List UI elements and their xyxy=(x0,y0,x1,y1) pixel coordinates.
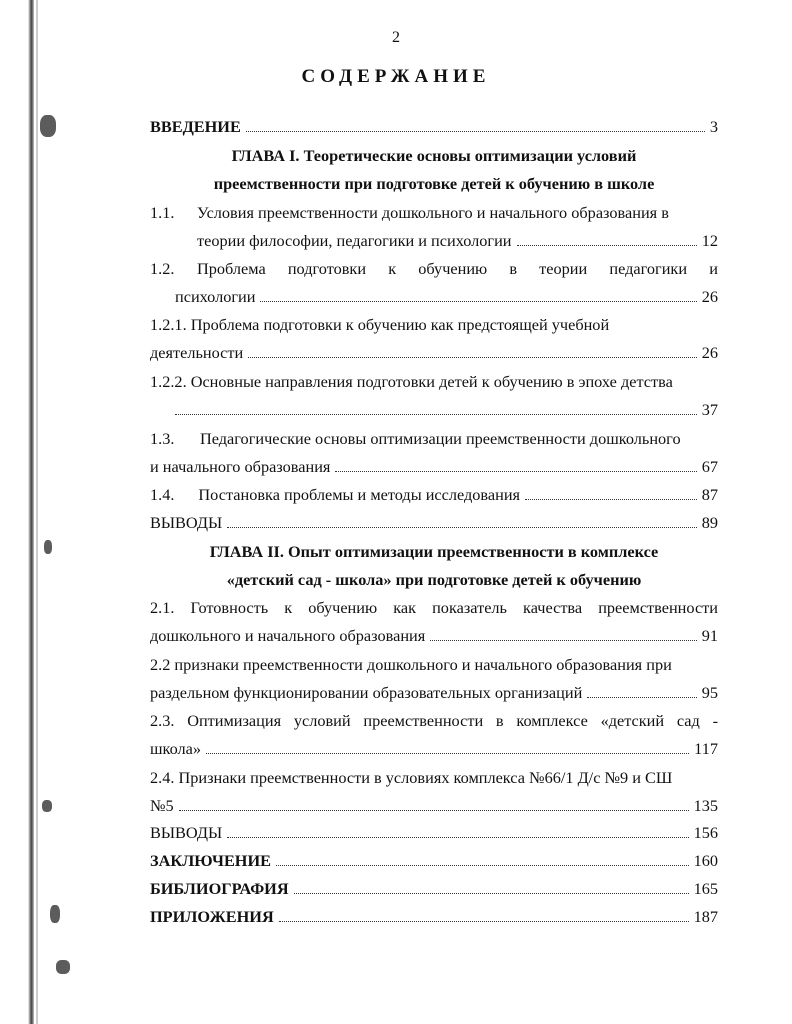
page-number: 2 xyxy=(392,29,400,46)
toc-entry-1-2-cont[interactable] xyxy=(175,287,718,307)
toc-label: Условия преемственности дошкольного и начального образования в xyxy=(197,203,669,222)
chapter2-heading-line1: ГЛАВА II. Опыт оптимизации преемственности в комплексе xyxy=(209,542,659,561)
scan-blot xyxy=(42,800,52,812)
toc-number: 1.1. xyxy=(150,203,175,222)
toc-page: 95 xyxy=(701,683,718,702)
toc-label: теории философии, педагогики и психологии xyxy=(197,231,512,250)
toc-label: БИБЛИОГРАФИЯ xyxy=(150,879,289,898)
toc-entry-2-1[interactable] xyxy=(150,598,718,618)
word: условий xyxy=(293,711,351,730)
toc-entry-2-2[interactable]: 2.2 признаки преемственности дошкольного и начального образования при xyxy=(150,655,672,674)
chapter1-heading-line1: ГЛАВА I. Теоретические основы оптимизации условий xyxy=(231,146,637,165)
word: педагогики xyxy=(609,259,688,278)
word: преемственности xyxy=(363,711,484,730)
leader-dots xyxy=(175,414,697,415)
word: и xyxy=(709,259,718,278)
chapter1-heading-line2: преемственности при подготовке детей к обучению в школе xyxy=(213,174,655,193)
word: комплексе xyxy=(516,711,588,730)
leader-dots xyxy=(248,357,697,358)
toc-entry-1-3-cont[interactable] xyxy=(150,457,718,477)
scan-blot xyxy=(56,960,70,974)
toc-label: психологии xyxy=(175,287,256,306)
toc-entry-1-3[interactable] xyxy=(150,429,718,449)
leader-dots xyxy=(294,893,689,894)
toc-label: дошкольного и начального образования xyxy=(150,626,426,645)
toc-page: 89 xyxy=(701,513,718,532)
toc-entry-2-3-cont[interactable] xyxy=(150,739,718,759)
word: качества xyxy=(523,598,583,617)
leader-dots xyxy=(227,837,688,838)
word: 2.1. xyxy=(150,598,175,617)
toc-entry-1-4[interactable] xyxy=(150,485,718,505)
chapter2-heading-line2: «детский сад - школа» при подготовке детей к обучению xyxy=(226,570,642,589)
toc-label: ВВЕДЕНИЕ xyxy=(150,117,241,136)
toc-entry-appendices[interactable] xyxy=(150,907,718,927)
toc-label: и начального образования xyxy=(150,457,331,476)
toc-entry-1-2-2-cont[interactable] xyxy=(175,400,718,420)
toc-label: №5 xyxy=(150,796,174,815)
word: «детский xyxy=(600,711,665,730)
leader-dots xyxy=(276,865,689,866)
word: сад xyxy=(676,711,700,730)
toc-entry-chapter1-conclusions[interactable] xyxy=(150,513,718,533)
word: обучению xyxy=(418,259,488,278)
toc-page: 37 xyxy=(701,400,718,419)
toc-label: Педагогические основы оптимизации преемственности дошкольного xyxy=(200,429,681,448)
leader-dots xyxy=(260,301,696,302)
toc-page: 12 xyxy=(701,231,718,250)
leader-dots xyxy=(206,753,689,754)
leader-dots xyxy=(587,697,696,698)
toc-entry-2-3[interactable] xyxy=(150,711,718,731)
toc-entry-1-2[interactable] xyxy=(150,259,718,279)
toc-page: 26 xyxy=(701,287,718,306)
toc-entry-2-4[interactable]: 2.4. Признаки преемственности в условиях комплекса №66/1 Д/с №9 и СШ xyxy=(150,768,673,787)
toc-number: 1.3. xyxy=(150,429,175,448)
leader-dots xyxy=(227,527,697,528)
word: подготовки xyxy=(287,259,367,278)
word: - xyxy=(712,711,718,730)
leader-dots xyxy=(335,471,696,472)
word: Готовность xyxy=(190,598,269,617)
toc-label: ВЫВОДЫ xyxy=(150,513,223,532)
scan-blot xyxy=(40,115,56,137)
toc-page: 187 xyxy=(693,907,718,926)
toc-number: 1.2. xyxy=(150,259,175,278)
word: в xyxy=(509,259,518,278)
word: к xyxy=(284,598,293,617)
toc-label: деятельности xyxy=(150,343,244,362)
word: преемственности xyxy=(598,598,718,617)
word: Проблема xyxy=(197,259,266,278)
toc-entry-1-1-cont[interactable] xyxy=(197,231,718,251)
toc-number: 1.4. xyxy=(150,485,175,504)
toc-label: раздельном функционировании образовательных организаций xyxy=(150,683,583,702)
word: теории xyxy=(539,259,588,278)
toc-page: 117 xyxy=(694,739,718,758)
toc-entry-2-1-cont[interactable] xyxy=(150,626,718,646)
word: Оптимизация xyxy=(187,711,282,730)
toc-entry-1-1[interactable] xyxy=(150,203,718,223)
leader-dots xyxy=(279,921,689,922)
toc-page: 91 xyxy=(701,626,718,645)
leader-dots xyxy=(517,245,697,246)
toc-page: 165 xyxy=(693,879,718,898)
toc-page: 3 xyxy=(709,117,718,136)
toc-entry-2-2-cont[interactable] xyxy=(150,683,718,703)
toc-entry-intro[interactable] xyxy=(150,117,718,137)
toc-label: ЗАКЛЮЧЕНИЕ xyxy=(150,851,271,870)
toc-entry-conclusion[interactable] xyxy=(150,851,718,871)
toc-page: 26 xyxy=(701,343,718,362)
toc-entry-2-4-cont[interactable] xyxy=(150,796,718,816)
scan-blot xyxy=(44,540,52,554)
toc-page: 135 xyxy=(693,796,718,815)
toc-page: 67 xyxy=(701,457,718,476)
word: как xyxy=(393,598,417,617)
word: 2.3. xyxy=(150,711,175,730)
scan-blot xyxy=(50,905,60,923)
leader-dots xyxy=(430,640,696,641)
word: обучению xyxy=(308,598,378,617)
toc-entry-1-2-2[interactable]: 1.2.2. Основные направления подготовки детей к обучению в эпохе детства xyxy=(150,372,673,391)
toc-page: 160 xyxy=(693,851,718,870)
toc-label: школа» xyxy=(150,739,202,758)
toc-label-justified xyxy=(197,259,718,279)
toc-page: 87 xyxy=(701,485,718,504)
page-title: СОДЕРЖАНИЕ xyxy=(301,66,491,87)
toc-entry-1-2-1-cont[interactable] xyxy=(150,343,718,363)
toc-label: ПРИЛОЖЕНИЯ xyxy=(150,907,274,926)
word: в xyxy=(495,711,504,730)
toc-entry-chapter2-conclusions[interactable] xyxy=(150,823,718,843)
scan-edge xyxy=(28,0,34,1024)
toc-page: 156 xyxy=(693,823,718,842)
scan-edge-line xyxy=(36,0,38,1024)
word: к xyxy=(388,259,397,278)
word: показатель xyxy=(432,598,507,617)
leader-dots xyxy=(246,131,705,132)
leader-dots xyxy=(179,810,689,811)
toc-label: Постановка проблемы и методы исследования xyxy=(198,485,521,504)
leader-dots xyxy=(525,499,697,500)
toc-entry-bibliography[interactable] xyxy=(150,879,718,899)
toc-label: ВЫВОДЫ xyxy=(150,823,223,842)
toc-entry-1-2-1[interactable]: 1.2.1. Проблема подготовки к обучению как предстоящей учебной xyxy=(150,315,610,334)
